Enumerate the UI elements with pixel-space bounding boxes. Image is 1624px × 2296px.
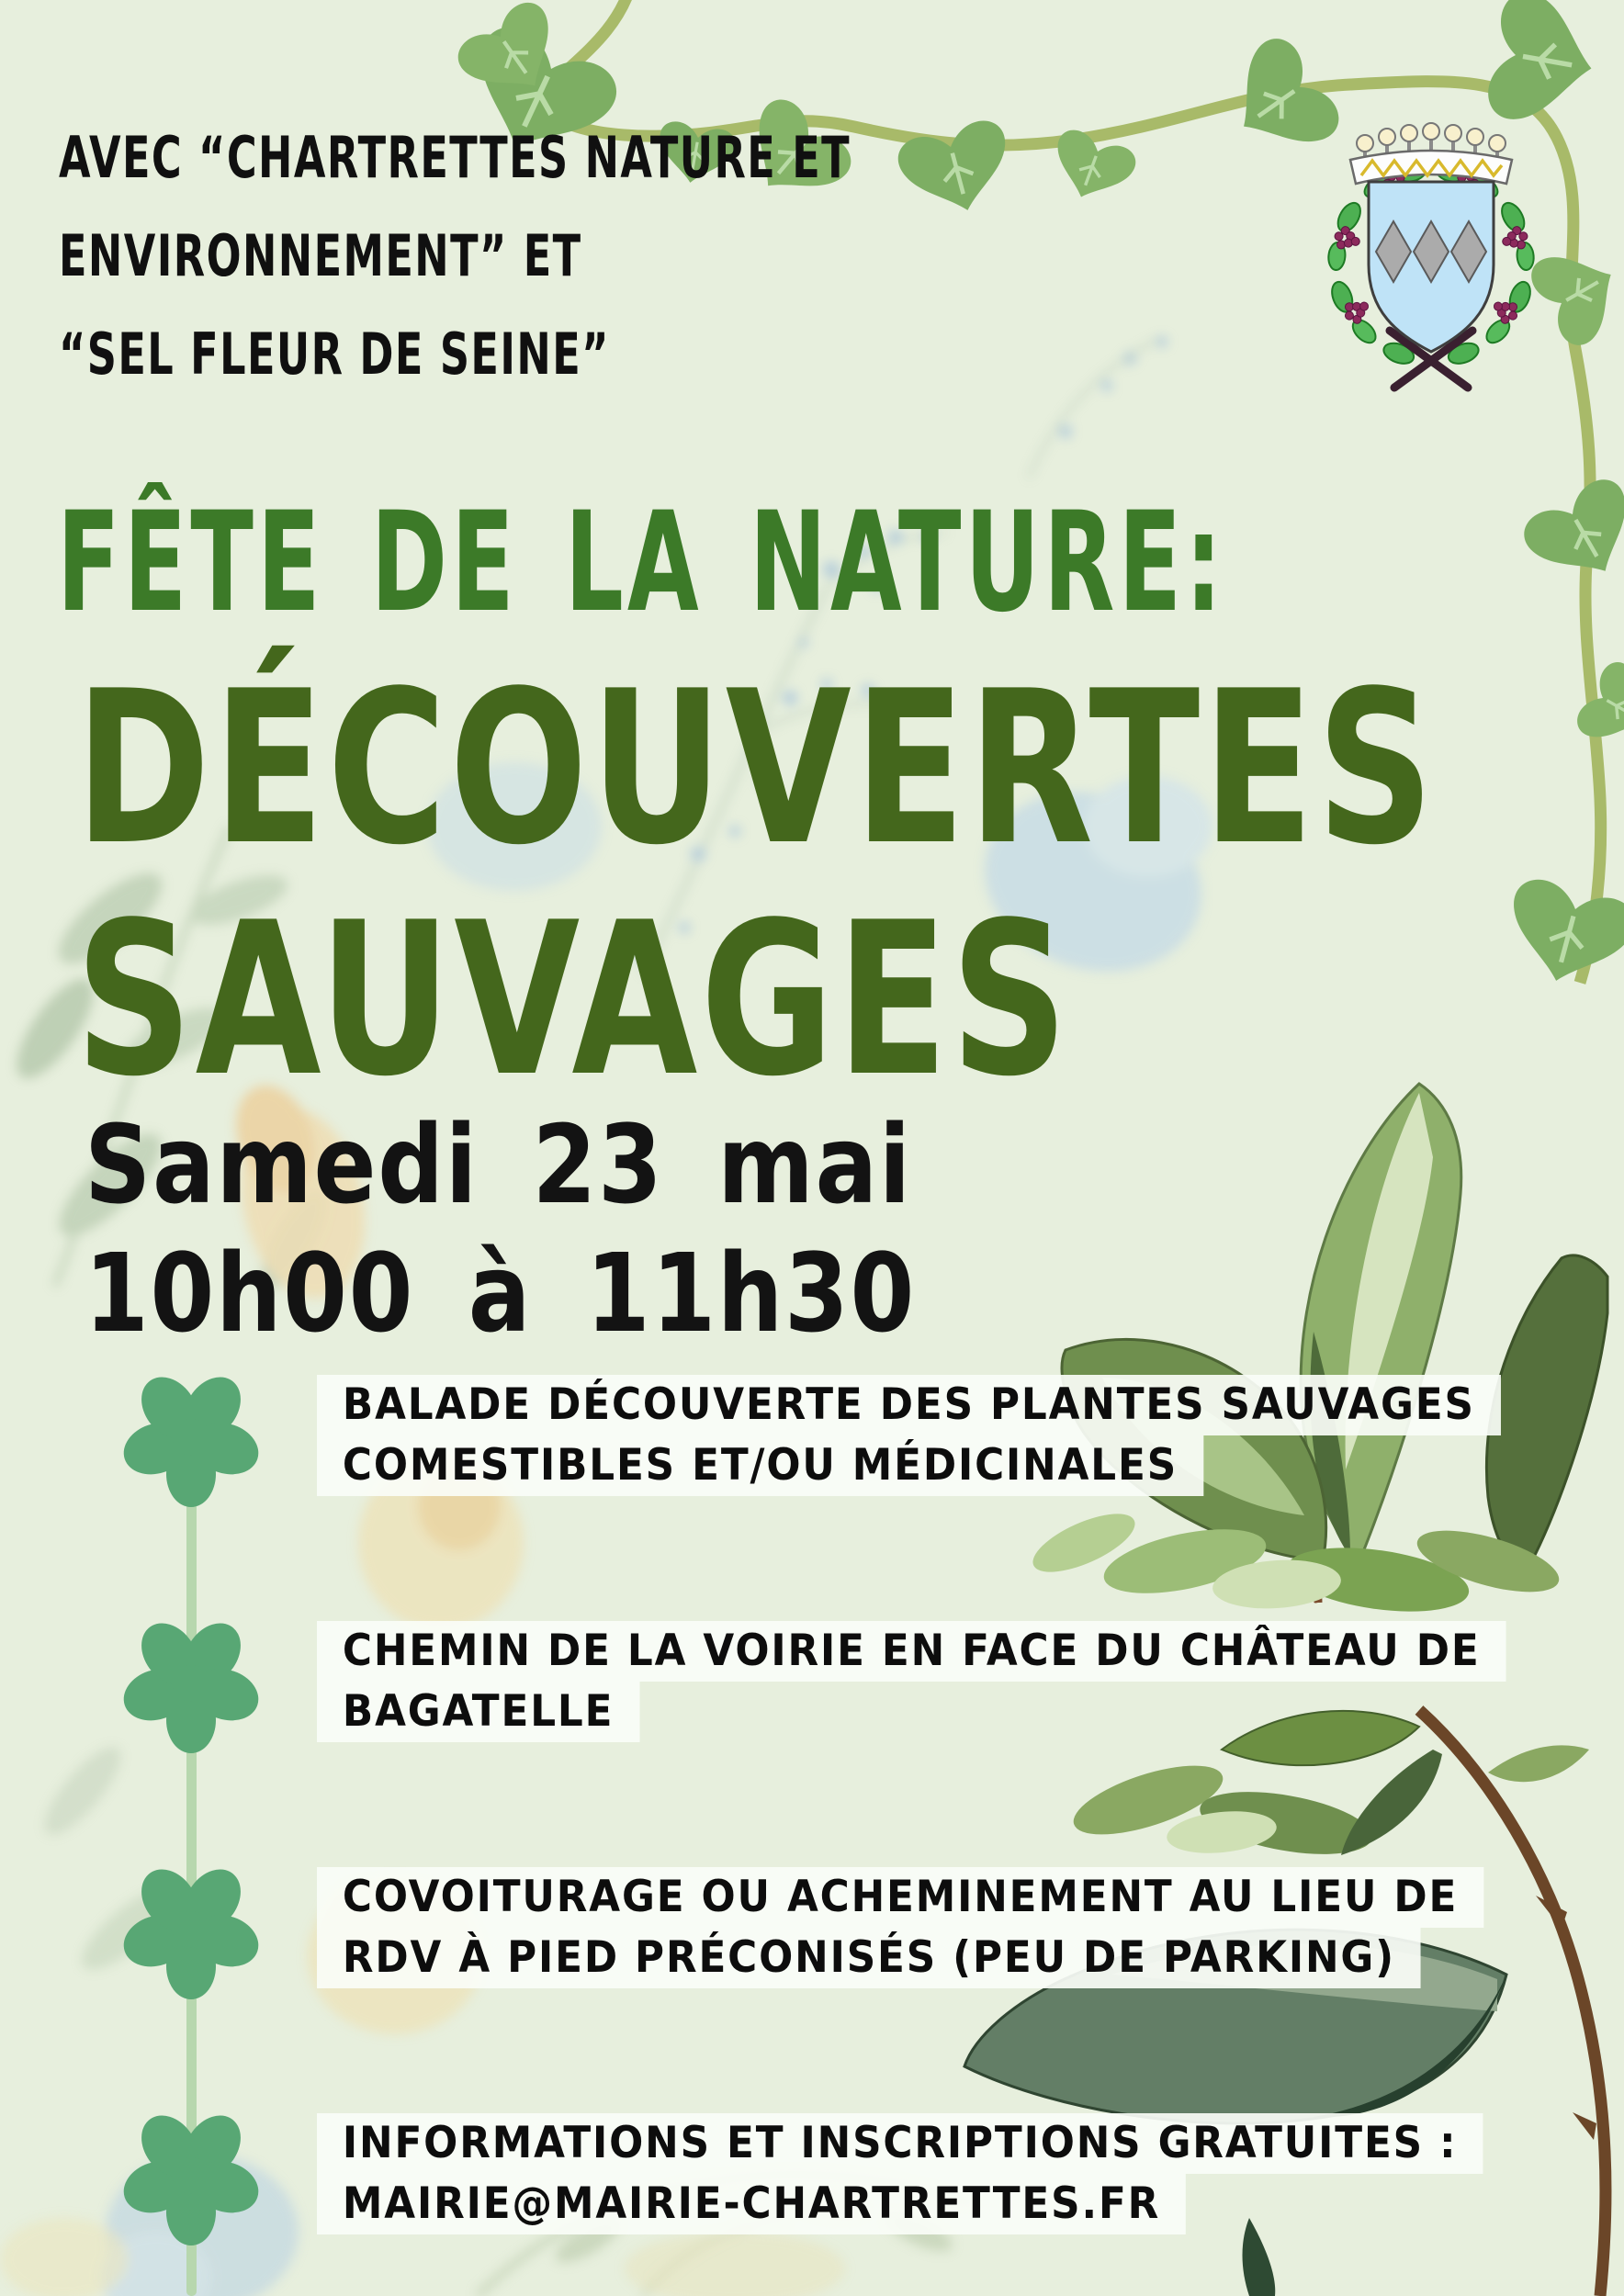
event-datetime [85,1100,1063,1357]
event-kicker: FÊTE DE LA NATURE: [57,483,1226,643]
event-title [75,647,1624,1123]
bullet-line: BALADE DÉCOUVERTE DES PLANTES SAUVAGES [317,1375,1501,1435]
event-time: 10h00 à 11h30 [85,1230,916,1356]
event-date: Samedi 23 mai [85,1101,912,1228]
bullet-line: RDV À PIED PRÉCONISÉS (PEU DE PARKING) [317,1928,1421,1988]
event-title-line2: SAUVAGES [75,878,1071,1123]
bullet-item-activity [317,1375,1590,1496]
bullet-item-location [317,1621,1596,1742]
organizers-line: AVEC “CHARTRETTES NATURE ET [59,124,851,191]
event-title-line1: DÉCOUVERTES [75,647,1437,892]
bullet-line: COVOITURAGE OU ACHEMINEMENT AU LIEU DE [317,1867,1483,1928]
organizers-line: “SEL FLEUR DE SEINE” [59,321,610,388]
bullet-line: BAGATELLE [317,1682,639,1742]
bullet-item-transport [317,1867,1572,1988]
bullet-line: COMESTIBLES ET/OU MÉDICINALES [317,1435,1203,1496]
bullet-line: CHEMIN DE LA VOIRIE EN FACE DU CHÂTEAU DE [317,1621,1506,1682]
bullet-item-contact [317,2113,1571,2234]
organizers-line: ENVIRONNEMENT” ET [59,222,582,289]
bullet-line-email: MAIRIE@MAIRIE-CHARTRETTES.FR [317,2174,1186,2234]
bullet-line: INFORMATIONS ET INSCRIPTIONS GRATUITES : [317,2113,1483,2174]
organizers-text [59,108,1158,403]
